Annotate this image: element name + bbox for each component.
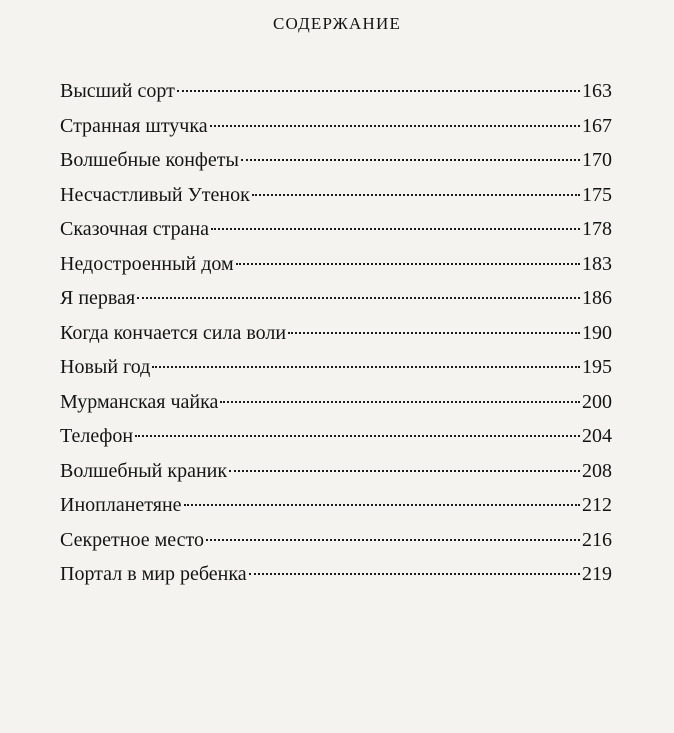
entry-page-number: 216 xyxy=(582,528,612,551)
entry-title: Портал в мир ребенка xyxy=(60,563,247,585)
toc-entry xyxy=(60,316,612,351)
entry-page-number: 208 xyxy=(582,459,612,482)
toc-entry xyxy=(60,557,612,592)
entry-page-number: 170 xyxy=(582,149,612,171)
entry-page-number: 175 xyxy=(582,183,612,206)
toc-entry xyxy=(60,178,612,213)
dot-leader xyxy=(137,297,580,299)
toc-entry xyxy=(60,350,612,385)
entry-title: Недостроенный дом xyxy=(60,252,234,275)
toc-entry xyxy=(60,109,612,144)
toc-entry xyxy=(60,212,612,247)
entry-title: Несчастливый Утенок xyxy=(60,183,250,206)
toc-entry xyxy=(60,454,612,489)
dot-leader xyxy=(152,366,580,368)
entry-title: Телефон xyxy=(60,425,134,447)
entry-title: Инопланетяне xyxy=(60,494,182,516)
dot-leader xyxy=(220,401,580,403)
toc-entry xyxy=(60,247,612,282)
entry-page-number: 200 xyxy=(582,390,612,413)
table-of-contents xyxy=(60,74,612,592)
toc-entry xyxy=(60,523,612,558)
entry-title: Волшебные конфеты xyxy=(60,149,239,171)
entry-page-number: 183 xyxy=(582,252,612,275)
entry-title: Когда кончается сила воли xyxy=(60,321,287,344)
contents-heading: СОДЕРЖАНИЕ xyxy=(272,14,402,33)
entry-page-number: 212 xyxy=(582,494,612,516)
toc-entry xyxy=(60,281,612,316)
entry-title: Странная штучка xyxy=(60,114,208,137)
entry-title: Я первая xyxy=(60,287,136,309)
toc-entry xyxy=(60,385,612,420)
dot-leader xyxy=(288,332,580,334)
entry-page-number: 167 xyxy=(582,114,612,137)
entry-title: Сказочная страна xyxy=(60,218,210,240)
dot-leader xyxy=(135,435,580,437)
entry-title: Мурманская чайка xyxy=(60,390,219,413)
dot-leader xyxy=(252,194,580,196)
entry-page-number: 178 xyxy=(582,218,612,240)
entry-page-number: 190 xyxy=(582,321,612,344)
dot-leader xyxy=(210,125,580,127)
dot-leader xyxy=(184,504,580,506)
entry-title: Новый год xyxy=(60,356,151,378)
dot-leader xyxy=(206,539,580,541)
entry-page-number: 204 xyxy=(582,425,612,447)
dot-leader xyxy=(229,470,580,472)
entry-page-number: 219 xyxy=(582,563,612,585)
toc-entry xyxy=(60,74,612,109)
dot-leader xyxy=(249,573,580,575)
entry-page-number: 195 xyxy=(582,356,612,378)
dot-leader xyxy=(211,228,580,230)
toc-entry xyxy=(60,143,612,178)
dot-leader xyxy=(177,90,580,92)
entry-title: Высший сорт xyxy=(60,80,175,102)
entry-page-number: 163 xyxy=(582,80,612,102)
entry-title: Волшебный краник xyxy=(60,459,228,482)
toc-entry xyxy=(60,488,612,523)
entry-page-number: 186 xyxy=(582,287,612,309)
dot-leader xyxy=(241,159,580,161)
entry-title: Секретное место xyxy=(60,528,205,551)
dot-leader xyxy=(236,263,580,265)
toc-entry xyxy=(60,419,612,454)
